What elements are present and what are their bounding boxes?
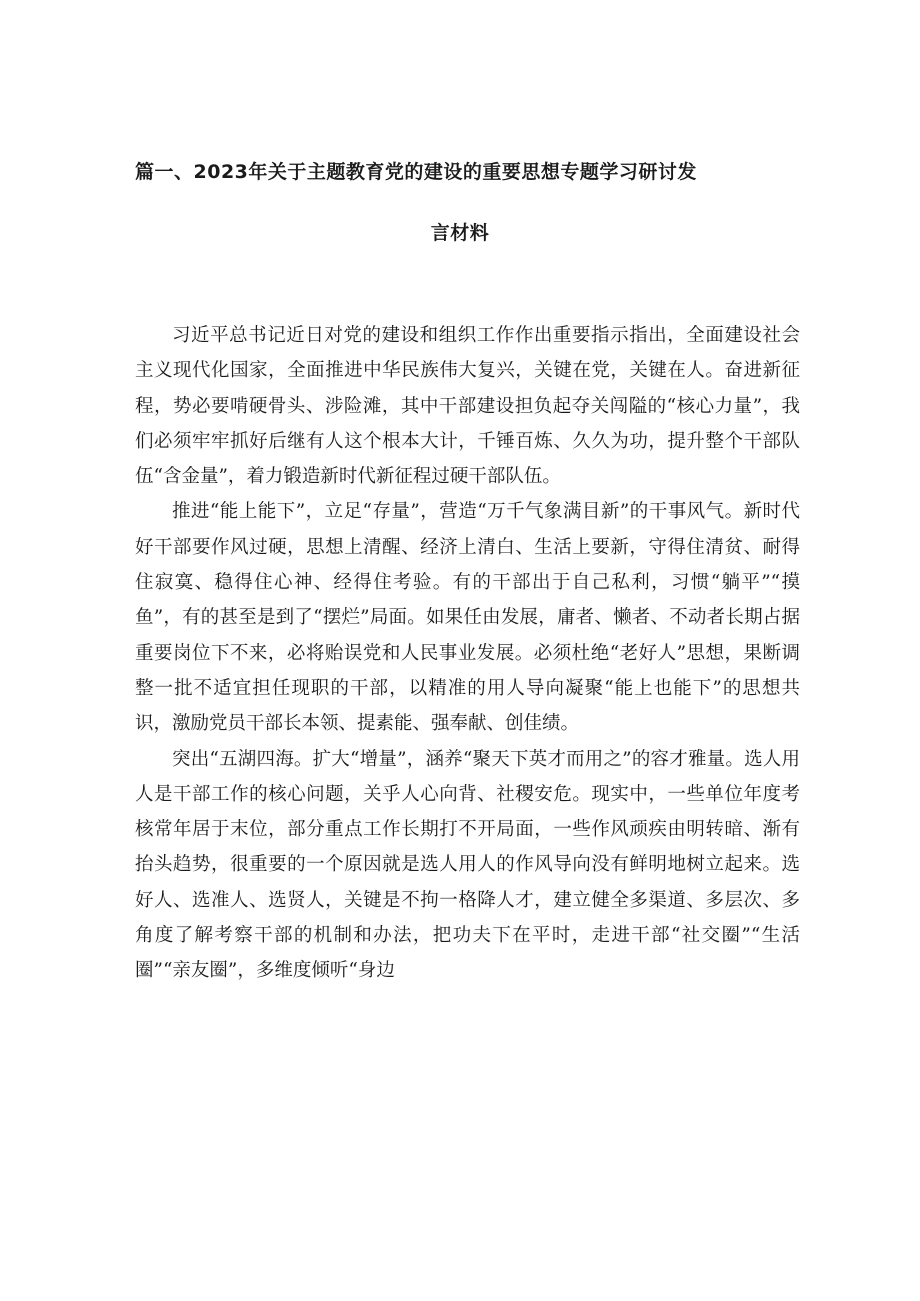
document-title-line-2: 言材料 [430, 222, 490, 244]
document-body [135, 318, 800, 989]
body-paragraph-1: 习近平总书记近日对党的建设和组织工作作出重要指示指出，全面建设社会主义现代化国家，全面推进中华民族伟大复兴，关键在党，关键在人。奋进新征程，势必要啃硬骨头、涉险滩，其中干部建设担负起夺关闯隘的“核心力量”，我们必须牢牢抓好后继有人这个根本大计，千锤百炼、久久为功，提升整个干部队伍“含金量”，着力锻造新时代新征程过硬干部队伍。 [135, 325, 800, 488]
body-paragraph-3: 突出“五湖四海。扩大“增量”，涵养“聚天下英才而用之”的容才雅量。选人用人是干部工作的核心问题，关乎人心向背、社稷安危。现实中，一些单位年度考核常年居于末位，部分重点工作长期打不开局面，一些作风顽疾由明转暗、渐有抬头趋势，很重要的一个原因就是选人用人的作风导向没有鲜明地树立起来。选好人、选准人、选贤人，关键是不拘一格降人才，建立健全多渠道、多层次、多角度了解考察干部的机制和办法，把功夫下在平时，走进干部“社交圈”“生活圈”“亲友圈”，多维度倾听“身边 [135, 748, 800, 982]
document-title-line-1: 篇一、2023年关于主题教育党的建设的重要思想专题学习研讨发 [135, 161, 697, 183]
body-paragraph-2: 推进“能上能下”，立足“存量”，营造“万千气象满目新”的干事风气。新时代好干部要作风过硬，思想上清醒、经济上清白、生活上要新，守得住清贫、耐得住寂寞、稳得住心神、经得住考验。有的干部出于自己私利，习惯“躺平”“摸鱼”，有的甚至是到了“摆烂”局面。如果任由发展，庸者、懒者、不动者长期占据重要岗位下不来，必将贻误党和人民事业发展。必须杜绝“老好人”思想，果断调整一批不适宜担任现职的干部，以精准的用人导向凝聚“能上也能下”的思想共识，激励党员干部长本领、提素能、强奉献、创佳绩。 [135, 501, 800, 735]
